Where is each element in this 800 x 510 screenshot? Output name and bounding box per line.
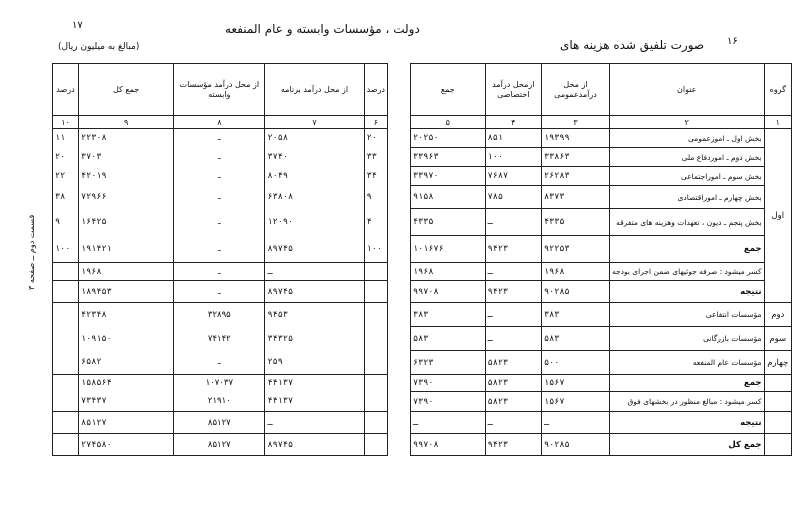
index-cell: ۱۰ — [53, 116, 79, 129]
percent-cell: ۲۰ — [364, 129, 387, 148]
left-table — [52, 63, 388, 456]
general-revenue-cell: ۹۰۲۸۵ — [542, 281, 610, 303]
total-cell: ـ — [411, 412, 486, 434]
general-revenue-cell: ۸۳۷۳ — [542, 186, 610, 209]
affiliated-revenue-cell: ـ — [174, 236, 265, 263]
affiliated-revenue-cell: ـ — [174, 351, 265, 375]
percent-cell — [364, 351, 387, 375]
grand-total-cell: ۱۸۹۴۵۳ — [78, 281, 173, 303]
table-row — [411, 148, 792, 167]
percent-cell — [364, 281, 387, 303]
table-row — [411, 263, 792, 281]
general-revenue-cell: ۳۷۴۰ — [265, 148, 364, 167]
table-row — [411, 327, 792, 351]
table-row — [53, 148, 388, 167]
percent-cell — [364, 303, 387, 327]
table-row — [53, 412, 388, 434]
percent-cell — [53, 351, 79, 375]
general-revenue-cell: ۴۳۳۵ — [542, 209, 610, 236]
header-percent-right: درصد — [364, 64, 387, 116]
group-cell — [764, 392, 791, 412]
table-row — [53, 186, 388, 209]
percent-cell — [364, 434, 387, 456]
percent-cell: ۱۰۰ — [53, 236, 79, 263]
index-cell: ۹ — [78, 116, 173, 129]
affiliated-revenue-cell: ـ — [174, 263, 265, 281]
grand-total-cell: ۱۶۴۲۵ — [78, 209, 173, 236]
special-revenue-cell: ۱۰۰ — [485, 148, 541, 167]
table-row — [53, 375, 388, 392]
general-revenue-cell: ۳۳۸۶۳ — [542, 148, 610, 167]
grand-total-cell: ۱۰۹۱۵۰ — [78, 327, 173, 351]
right-page-title: صورت تلفیق شده هزینه های — [560, 38, 705, 52]
percent-cell — [53, 303, 79, 327]
grand-total-cell: ۶۵۸۲ — [78, 351, 173, 375]
group-cell: دوم — [764, 303, 791, 327]
header-total: جمع — [411, 64, 486, 116]
grand-total-cell: ۱۵۸۵۶۴ — [78, 375, 173, 392]
general-revenue-cell: ۹۲۲۵۳ — [542, 236, 610, 263]
special-revenue-cell: ـ — [485, 412, 541, 434]
table-row — [411, 129, 792, 148]
percent-cell: ۲۲ — [53, 167, 79, 186]
general-revenue-cell: ۶۳۸۰۸ — [265, 186, 364, 209]
general-revenue-cell: ۵۸۳ — [542, 327, 610, 351]
title-cell: بخش پنجم ـ دیون ، تعهدات وهزینه های متفرقه — [609, 209, 764, 236]
table-row — [411, 186, 792, 209]
table-row — [411, 351, 792, 375]
special-revenue-cell: ۸۵۱ — [485, 129, 541, 148]
percent-cell: ۳۳ — [364, 148, 387, 167]
title-cell: مؤسسات عام المنفعه — [609, 351, 764, 375]
group-cell: سوم — [764, 327, 791, 351]
special-revenue-cell: ۹۴۲۳ — [485, 281, 541, 303]
general-revenue-cell: ۸۹۷۴۵ — [265, 236, 364, 263]
special-revenue-cell: ـ — [485, 209, 541, 236]
index-cell: ۵ — [411, 116, 486, 129]
title-cell: مؤسسات بازرگانی — [609, 327, 764, 351]
general-revenue-cell: ۱۵۶۷ — [542, 375, 610, 392]
index-row — [411, 116, 792, 129]
group-cell — [764, 375, 791, 392]
percent-cell — [364, 392, 387, 412]
general-revenue-cell: ـ — [265, 263, 364, 281]
percent-cell — [53, 434, 79, 456]
total-cell: ۳۳۹۷۰ — [411, 167, 486, 186]
table-row — [411, 434, 792, 456]
affiliated-revenue-cell: ـ — [174, 167, 265, 186]
table-row — [411, 209, 792, 236]
total-cell: ۳۳۹۶۳ — [411, 148, 486, 167]
general-revenue-cell: ۱۵۶۷ — [542, 392, 610, 412]
general-revenue-cell: ۲۶۲۸۳ — [542, 167, 610, 186]
header-affiliated-revenue: از محل درآمد مؤسسات وابسته — [174, 64, 265, 116]
percent-cell — [53, 263, 79, 281]
title-cell: بخش سوم ـ اموراجتماعی — [609, 167, 764, 186]
affiliated-revenue-cell: ۳۲۸۹۵ — [174, 303, 265, 327]
general-revenue-cell: ۹۴۵۳ — [265, 303, 364, 327]
percent-cell: ۳۴ — [364, 167, 387, 186]
table-row — [53, 236, 388, 263]
grand-total-cell: ۲۲۳۰۸ — [78, 129, 173, 148]
general-revenue-cell: ۸۹۷۴۵ — [265, 281, 364, 303]
left-page-title: دولت ، مؤسسات وابسته و عام المنفعه — [225, 22, 420, 36]
grand-total-cell: ۲۷۴۵۸۰ — [78, 434, 173, 456]
header-special-revenue: ازمحل درآمد اختصاصی — [485, 64, 541, 116]
special-revenue-cell: ۵۸۲۳ — [485, 375, 541, 392]
grand-total-cell: ۱۹۶۸ — [78, 263, 173, 281]
total-cell: ۵۸۳ — [411, 327, 486, 351]
special-revenue-cell: ۹۴۲۳ — [485, 236, 541, 263]
table-row — [53, 434, 388, 456]
percent-cell — [364, 327, 387, 351]
affiliated-revenue-cell: ـ — [174, 148, 265, 167]
table-row — [411, 167, 792, 186]
general-revenue-cell: ۱۲۰۹۰ — [265, 209, 364, 236]
index-cell: ۸ — [174, 116, 265, 129]
title-cell: نتیجه — [609, 412, 764, 434]
group-cell — [764, 434, 791, 456]
side-note: قسمت دوم ــ صفحه ۳ — [27, 214, 36, 290]
percent-cell — [53, 327, 79, 351]
general-revenue-cell: ۱۹۳۹۹ — [542, 129, 610, 148]
table-row — [53, 209, 388, 236]
table-row — [53, 351, 388, 375]
percent-cell: ۳۸ — [53, 186, 79, 209]
grand-total-cell: ۸۵۱۲۷ — [78, 412, 173, 434]
total-cell: ۳۸۳ — [411, 303, 486, 327]
table-row — [411, 375, 792, 392]
index-cell: ۲ — [609, 116, 764, 129]
affiliated-revenue-cell: ـ — [174, 129, 265, 148]
percent-cell: ۴ — [364, 209, 387, 236]
percent-cell — [53, 412, 79, 434]
table-row — [411, 281, 792, 303]
table-row — [411, 303, 792, 327]
title-cell: بخش اول ـ اموزعمومی — [609, 129, 764, 148]
general-revenue-cell: ۸۹۷۴۵ — [265, 434, 364, 456]
index-cell: ۷ — [265, 116, 364, 129]
table-row — [411, 392, 792, 412]
table-row — [53, 392, 388, 412]
general-revenue-cell: ۸۰۴۹ — [265, 167, 364, 186]
affiliated-revenue-cell: ـ — [174, 209, 265, 236]
general-revenue-cell: ۴۴۱۳۷ — [265, 392, 364, 412]
total-cell: ۲۰۲۵۰ — [411, 129, 486, 148]
table-row — [411, 412, 792, 434]
table-row — [53, 327, 388, 351]
right-page — [405, 0, 800, 510]
general-revenue-cell: ۲۵۹ — [265, 351, 364, 375]
special-revenue-cell: ـ — [485, 263, 541, 281]
affiliated-revenue-cell: ۱۰۷۰۳۷ — [174, 375, 265, 392]
total-cell: ۱۹۶۸ — [411, 263, 486, 281]
index-cell: ۴ — [485, 116, 541, 129]
title-cell: جمع — [609, 236, 764, 263]
right-table — [410, 63, 792, 456]
index-cell: ۶ — [364, 116, 387, 129]
total-cell: ۶۳۲۳ — [411, 351, 486, 375]
title-cell: کسر میشود : مبالغ منظور در بخشهای فوق — [609, 392, 764, 412]
table-row — [53, 263, 388, 281]
affiliated-revenue-cell: ـ — [174, 281, 265, 303]
percent-cell — [53, 281, 79, 303]
special-revenue-cell: ۵۸۲۳ — [485, 392, 541, 412]
grand-total-cell: ۴۲۰۱۹ — [78, 167, 173, 186]
percent-cell: ۹ — [53, 209, 79, 236]
total-cell: ۴۳۳۵ — [411, 209, 486, 236]
affiliated-revenue-cell: ۸۵۱۲۷ — [174, 434, 265, 456]
percent-cell: ۹ — [364, 186, 387, 209]
general-revenue-cell: ۹۰۲۸۵ — [542, 434, 610, 456]
index-row — [53, 116, 388, 129]
affiliated-revenue-cell: ۸۵۱۲۷ — [174, 412, 265, 434]
header-title: عنوان — [609, 64, 764, 116]
special-revenue-cell: ـ — [485, 303, 541, 327]
percent-cell: ۲۰ — [53, 148, 79, 167]
header-group: گروه — [764, 64, 791, 116]
title-cell: مؤسسات انتفاعی — [609, 303, 764, 327]
table-row — [53, 129, 388, 148]
general-revenue-cell: ۱۹۶۸ — [542, 263, 610, 281]
title-cell: جمع — [609, 375, 764, 392]
group-cell: چهارم — [764, 351, 791, 375]
percent-cell — [53, 392, 79, 412]
title-cell: نتیجه — [609, 281, 764, 303]
group-cell — [764, 412, 791, 434]
total-cell: ۹۹۷۰۸ — [411, 434, 486, 456]
general-revenue-cell: ۴۴۱۳۷ — [265, 375, 364, 392]
table-row — [53, 303, 388, 327]
table-row — [53, 167, 388, 186]
general-revenue-cell: ـ — [265, 412, 364, 434]
percent-cell — [364, 412, 387, 434]
table-row — [411, 236, 792, 263]
special-revenue-cell: ۷۸۵ — [485, 186, 541, 209]
total-cell: ۱۰۱۶۷۶ — [411, 236, 486, 263]
percent-cell — [364, 263, 387, 281]
total-cell: ۷۳۹۰ — [411, 375, 486, 392]
left-page-number: ۱۷ — [72, 20, 83, 31]
percent-cell: ۱۱ — [53, 129, 79, 148]
special-revenue-cell: ۷۶۸۷ — [485, 167, 541, 186]
index-cell: ۱ — [764, 116, 791, 129]
grand-total-cell: ۴۲۳۴۸ — [78, 303, 173, 327]
header-general-revenue: از محل درآمدعمومی — [542, 64, 610, 116]
unit-note: (مبالغ به میلیون ریال) — [58, 42, 140, 52]
total-cell: ۹۱۵۸ — [411, 186, 486, 209]
percent-cell — [53, 375, 79, 392]
grand-total-cell: ۷۲۹۶۶ — [78, 186, 173, 209]
general-revenue-cell: ۲۰۵۸ — [265, 129, 364, 148]
general-revenue-cell: ۳۸۳ — [542, 303, 610, 327]
special-revenue-cell: ـ — [485, 327, 541, 351]
title-cell: کسر میشود : صرفه جوئیهای ضمن اجرای بودجه — [609, 263, 764, 281]
total-cell: ۹۹۷۰۸ — [411, 281, 486, 303]
percent-cell — [364, 375, 387, 392]
affiliated-revenue-cell: ـ — [174, 186, 265, 209]
general-revenue-cell: ۵۰۰ — [542, 351, 610, 375]
percent-cell: ۱۰۰ — [364, 236, 387, 263]
title-cell: بخش چهارم ـ اموراقتصادی — [609, 186, 764, 209]
affiliated-revenue-cell: ۲۱۹۱۰ — [174, 392, 265, 412]
affiliated-revenue-cell: ۷۴۱۴۲ — [174, 327, 265, 351]
right-page-number: ۱۶ — [727, 36, 738, 47]
index-cell: ۳ — [542, 116, 610, 129]
general-revenue-cell: ـ — [542, 412, 610, 434]
title-cell: جمع کل — [609, 434, 764, 456]
header-percent-left: درصد — [53, 64, 79, 116]
table-row — [53, 281, 388, 303]
grand-total-cell: ۱۹۱۴۲۱ — [78, 236, 173, 263]
title-cell: بخش دوم ـ اموردفاع ملی — [609, 148, 764, 167]
header-general-revenue: از محل درآمد برنامه — [265, 64, 364, 116]
grand-total-cell: ۷۳۴۳۷ — [78, 392, 173, 412]
special-revenue-cell: ۹۴۲۳ — [485, 434, 541, 456]
header-grand-total: جمع کل — [78, 64, 173, 116]
general-revenue-cell: ۳۴۳۲۵ — [265, 327, 364, 351]
total-cell: ۷۳۹۰ — [411, 392, 486, 412]
grand-total-cell: ۳۷۰۳ — [78, 148, 173, 167]
group-cell: اول — [764, 129, 791, 303]
special-revenue-cell: ۵۸۲۳ — [485, 351, 541, 375]
